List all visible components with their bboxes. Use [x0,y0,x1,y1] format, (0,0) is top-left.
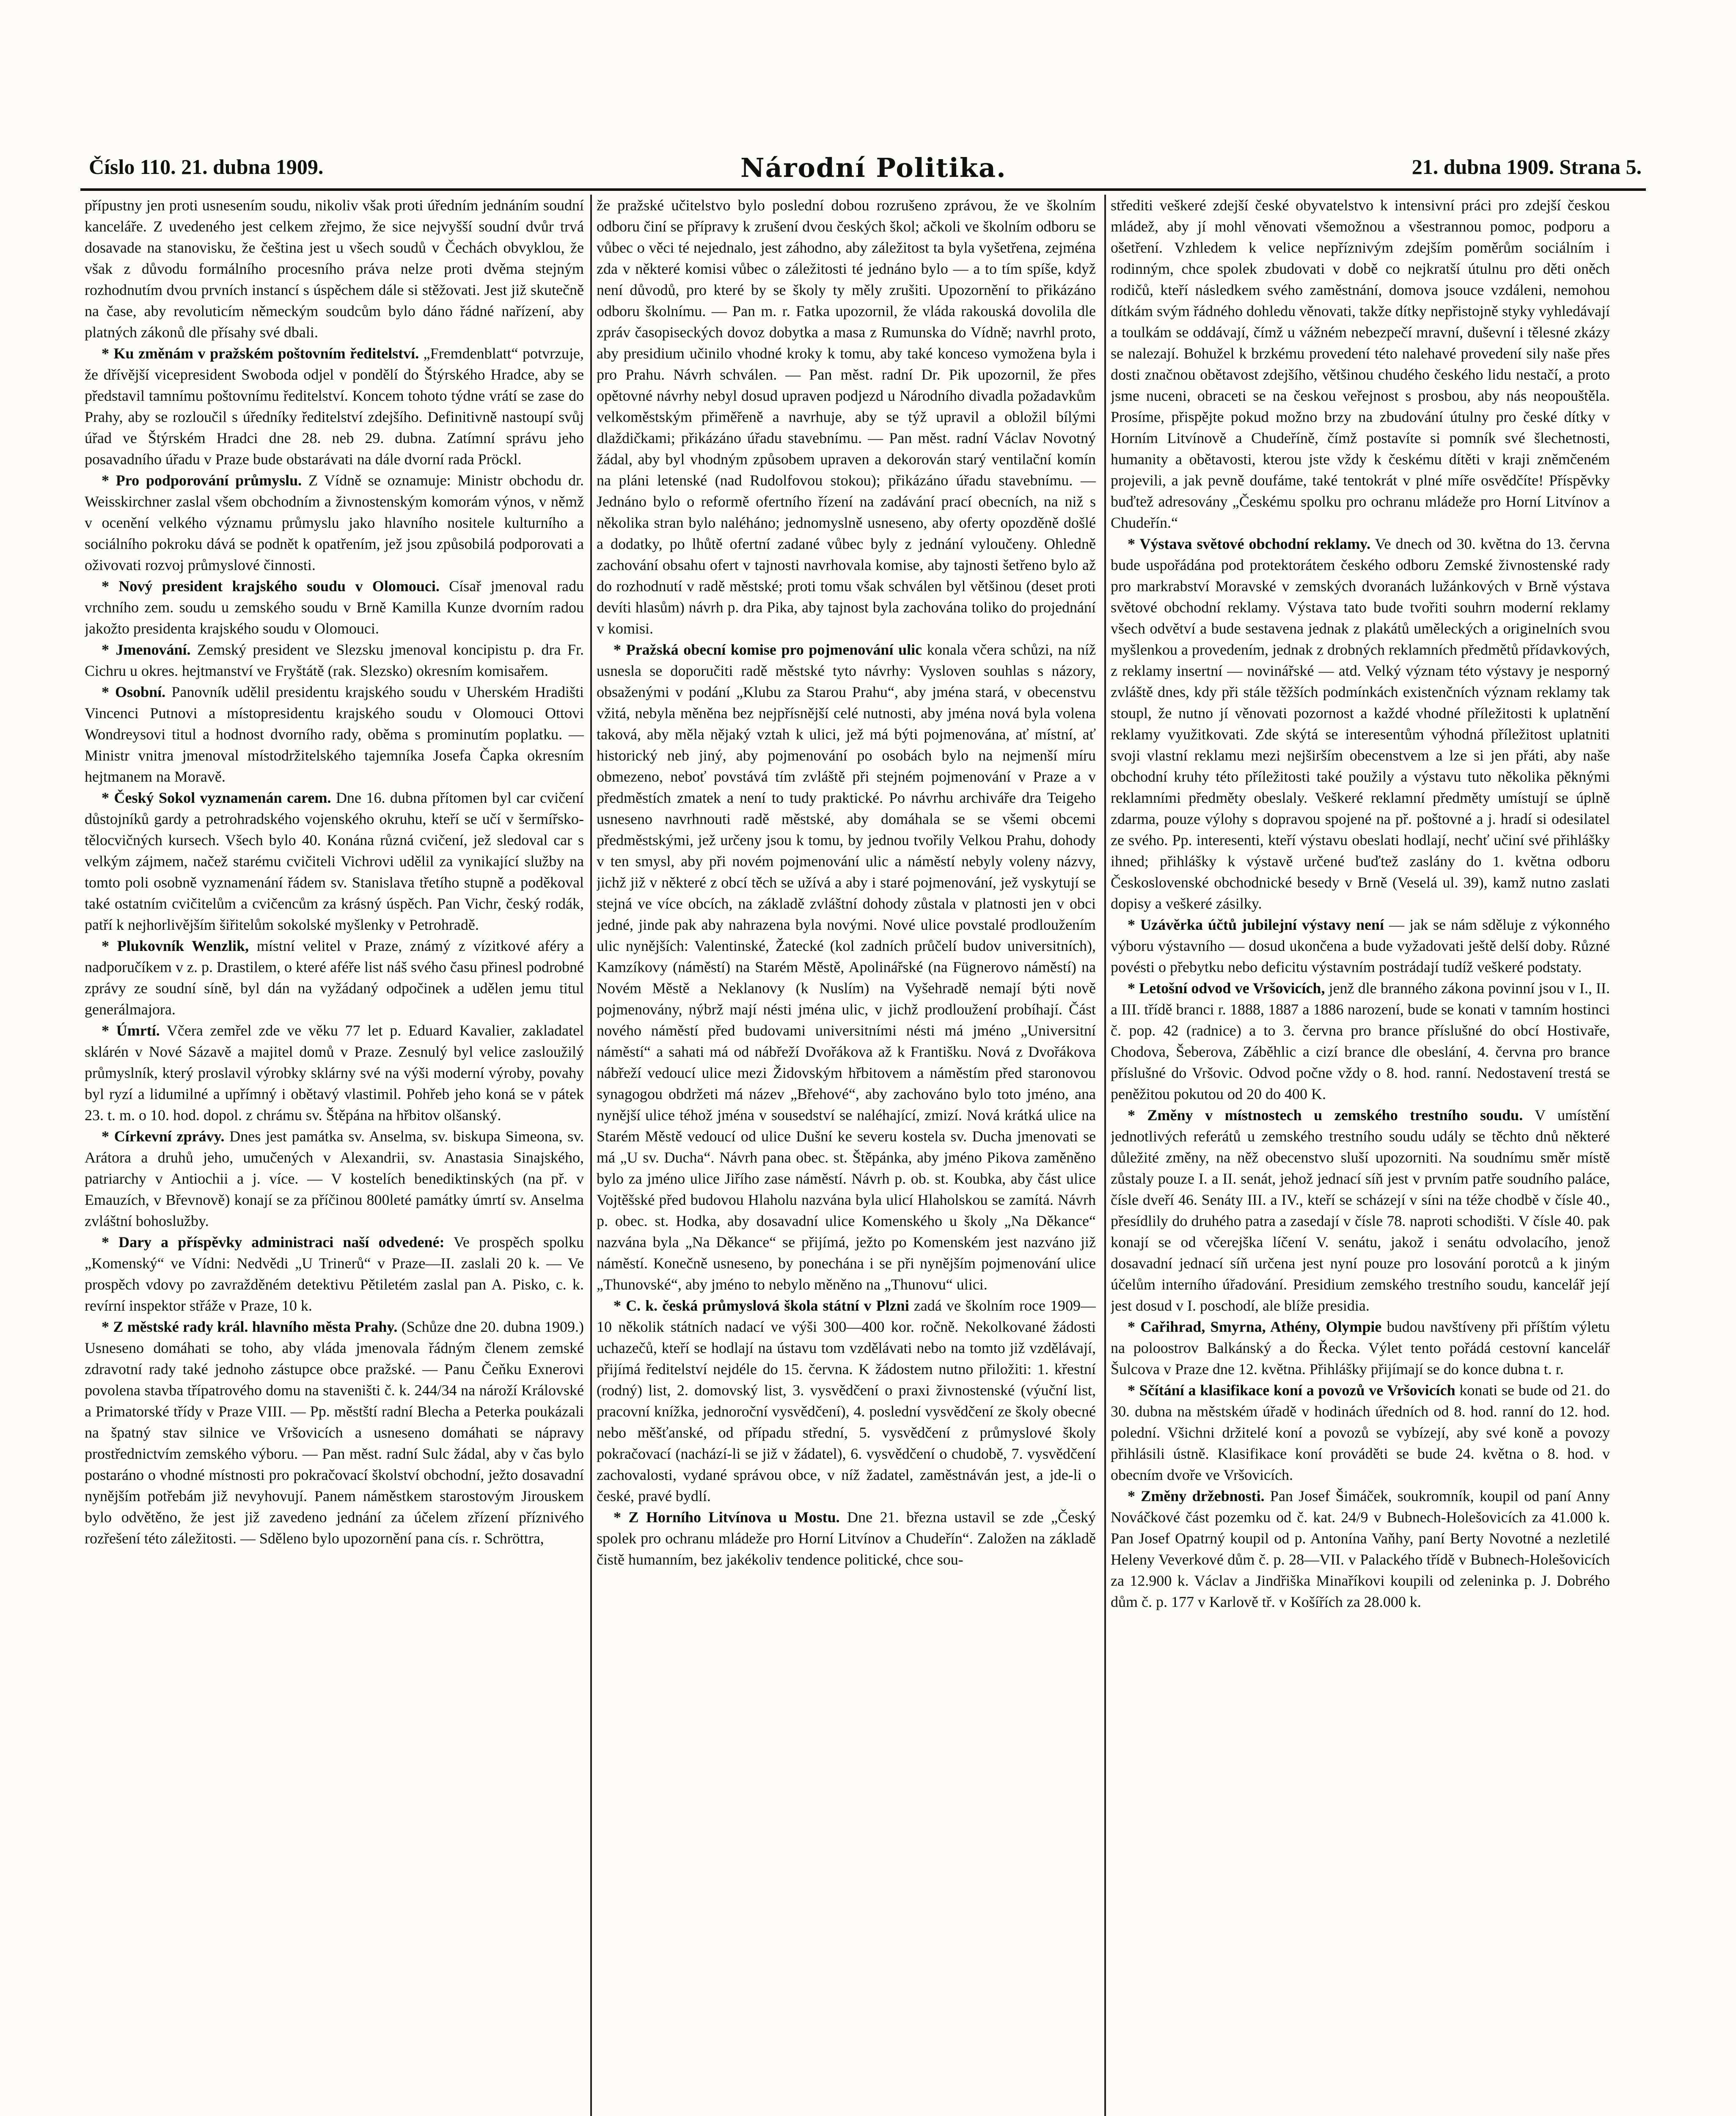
article-paragraph [597,1507,1096,1570]
article-heading: * Nový president krajského soudu v Olomouci. [102,578,440,595]
article-text: jenž dle branného zákona povinní jsou v I., II. a III. třídě branci r. 1888, 1887 a 1886 narození, bude se konati v tamním hostinci č. pop. 42 (radnice) a to 3. června pro brance příslušné do obcí Hostivaře, Chodova, Šeberova, Záběhlic a cizí brance dle obeslání, 4. června pro brance příslušné do Vršovic. Odvod počne vždy o 8. hod. ranní. Nedostavení trestá se peněžitou pokutou od 20 do 400 K. [1111,980,1610,1102]
article-text: — jak se nám sděluje z výkonného výboru výstavního — dosud ukončena a bude vyžadovati ještě delší doby. Různé povésti o přebytku nebo deficitu výstavním postrádají tudíž veškeré podstaty. [1111,916,1610,975]
article-paragraph [1111,1105,1610,1316]
article-heading: * Cařihrad, Smyrna, Athény, Olympie [1128,1318,1382,1335]
article-heading: * Výstava světové obchodní reklamy. [1128,535,1371,552]
article-paragraph [1111,195,1610,533]
article-paragraph [85,787,584,935]
article-heading: * Jmenování. [102,641,191,658]
article-paragraph [85,195,584,343]
article-paragraph [1111,1485,1610,1612]
article-heading: * Dary a příspěvky administraci naší odvedené: [102,1234,445,1251]
issue-date: Číslo 110. 21. dubna 1909. [89,155,324,179]
article-text: střediti veškeré zdejší české obyvatelstvo k intensivní práci pro zdejší českou mládež, aby jí mohl věnovati všemožnou a všestrannou pomoc, podporu a ošetření. Vzhledem k velice nepříznivým zdejším poměrům sociálním i rodinným, chce spolek zbudovati v době co nejkratší útulnu pro děti oněch rodičů, kteří následkem svého zaměstnání, domova jsouce vzdáleni, nemohou dítkám svým řádného dohledu věnovati, takže dítky nepřistojně styky vyhledávají a toulkám se oddávají, čímž u vážném nebezpečí mravní, duševní i tělesné zkázy se nalezají. Bohužel k brzkému provedení této nalehavé provedení sily naše přes dosti značnou obětavost zdejšího, většinou chudého českého lidu nestačí, a proto jsme nuceni, obraceti se na českou veřejnost s prosbou, aby nás neopouštěla. Prosíme, přispějte pokud možno brzy na zbudování útulny pro české dítky v Horním Litvínově a Chudeříně, čímž postavíte si pomník své šlechetnosti, humanity a obětavosti, kterou jste vždy k českému dítěti v kraji zněmčeném projevili, a jak pevně doufáme, také tentokrát v plné míře osvědčíte! Příspěvky buďtež adresovány „Českému spolku pro ochranu mládeže pro Horní Litvínov a Chudeřín.“ [1111,197,1610,531]
article-text: že pražské učitelstvo bylo poslední dobou rozrušeno zprávou, že ve školním odboru činí se přípravy k zrušení dvou českých škol; ačkoli ve školním odboru se vůbec o věci té nejednalo, jest záhodno, aby záležitost ta byla vyšetřena, zejména zda v některé komisi vůbec o záležitosti té jednáno bylo — a to tím spíše, když není důvodů, pro které by se školy ty měly zrušiti. Upozornění to přikázáno odboru školnímu. — Pan m. r. Fatka upozornil, že vláda rakouská dovolila dle zpráv časopiseckých dovoz dobytka a masa z Rumunska do Vídně; navrhl proto, aby presidium učinilo vhodné kroky k tomu, aby také konceso vymožena byla i pro Prahu. Návrh schválen. — Pan měst. radní Dr. Pik upozornil, že přes opětovné návrhy nebyl dosud upraven podjezd u Národního divadla požadavkům velkoměstským přiměřeně a navrhuje, aby se týž upravil a obložil bílými dlaždičkami; přikázáno úřadu stavebnímu. — Pan měst. radní Václav Novotný žádal, aby byl vhodným způsobem upraven a dekorován starý ventilační komín na pláni letenské (nad Rudolfovou stokou); přikázáno úřadu stavebnímu. — Jednáno bylo o reformě ofertního řízení na zadávání prací obecních, na niž s několika stran bylo naléháno; jednomyslně usneseno, aby oferty opozděně došlé a dodatky, po lhůtě ofertní zadané vůbec byly z jednání vyloučeny. Ohledně zachování obsahu ofert v tajnosti navrhovala komise, aby tajnosti šetřeno bylo až do rozhodnutí v radě městské; proti tomu však schválen byl většinou (deset proti devíti hlasům) návrh p. dra Pika, aby tajnost byla zachována toliko do projednání v komisi. [597,197,1096,637]
article-text: Panovník udělil presidentu krajského soudu v Uherském Hradišti Vincenci Putnovi a místopresidentu krajského soudu v Olomouci Ottovi Wondreysovi titul a hodnost dvorního rady, oběma s prominutím poplatku. — Ministr vnitra jmenoval místodržitelského tajemníka Josefa Čapka okresním hejtmanem na Moravě. [85,683,584,785]
article-text: Ve dnech od 30. května do 13. června bude uspořádána pod protektorátem českého odboru Zemské živnostenské rady pro markrabství Moravské v zemských dvoranách lužánkových v Brně výstava světové obchodní reklamy. Výstava tato bude tvořiti souhrn moderní reklamy všech odvětví a bude sestavena jednak z plakátů uměleckých a originelních svou myšlenkou a provedením, jednak z drobných reklamních předmětů přídavkových, z reklamy insertní — novinářské — atd. Velký význam této výstavy je nesporný zvláště dnes, kdy při stále těžších podmínkách existenčních význam reklamy tak stoupl, že nutno jí věnovati pozornost a každé vhodné příležitosti k uplatnění reklamy využitkovati. Zde skýtá se interesentům výhodná příležitost uplatniti svoji vlastní reklamu mezi nejširším obecenstvem a lze si jen přáti, aby naše obchodní kruhy této příležitosti také použily a výstavu tuto několika pěknými reklamními předměty obeslaly. Veškeré reklamní předměty umístují se úplně zdarma, pouze výlohy s dopravou spojené na př. poštovné a j. hradí si odesilatel ze svého. Pp. interesenti, kteří výstavu obeslati hodlají, nechť učiní své přihlášky ihned; přihlášky k výstavě určené buďtež zaslány do 1. května odboru Československé obchodnické besedy v Brně (Veselá ul. 39), kamž nutno zaslati dopisy a veškeré zásilky. [1111,535,1610,912]
article-text: budou navštíveny při příštím výletu na poloostrov Balkánský a do Řecka. Výlet tento pořádá cestovní kancelář Šulcova v Praze dne 12. května. Přihlášky přijímají se do konce dubna t. r. [1111,1318,1610,1378]
article-text: Ve prospěch spolku „Komenský“ ve Vídni: Nedvědi „U Trinerů“ v Praze—II. zaslali 20 k. — Ve prospěch vdovy po zavražděném detektivu Pětiletém zaslal pan A. Pisko, c. k. revírní inspektor střáže v Praze, 10 k. [85,1234,584,1314]
article-heading: * Pro podporování průmyslu. [102,472,302,489]
article-text: Pan Josef Šimáček, soukromník, koupil od paní Anny Nováčkové část pozemku od č. kat. 24/9 v Bubnech-Holešovicích za 41.000 k. Pan Josef Opatrný koupil od p. Antonína Vaňhy, paní Berty Novotné a nezletilé Heleny Veverkové dům č. p. 28—VII. v Palackého třídě v Bubnech-Holešovicích za 12.900 k. Václav a Jindřiška Minaříkovi koupili od zeleninka p. J. Dobrého dům č. p. 177 v Karlově tř. v Košířích za 28.000 k. [1111,1488,1610,1610]
article-text: V umístění jednotlivých referátů u zemského trestního soudu udály se těchto dnů některé důležité změny, na něž obecenstvo sluší upozorniti. Na soudnímu směr místě zůstaly pouze I. a II. senát, jehož jednací síň jest v prvním patře soudního paláce, čísle dveří 46. Senáty III. a IV., kteří se scházejí v síni na téže chodbě v čísle 40., přesídlily do druhého patra a zasedají v čísle 78. naproti schodišti. V čísle 40. pak konají se od včerejška líčení V. senátu, jakož i senátu odvolacího, jenož dosavadní jednací síň určena jest nyní pouze pro losování porotců a k jiným účelům interního úřadování. Presidium zemského trestního soudu, kancelář její jest dosud v I. poschodí, ale blíže presidia. [1111,1107,1610,1314]
article-heading: * Změny v místnostech u zemského trestního soudu. [1128,1107,1523,1124]
article-paragraph [85,681,584,787]
article-text: konala včera schůzi, na níž usnesla se doporučiti radě městské tyto návrhy: Vysloven souhlas s názory, obsaženými v podání „Klubu za Starou Prahu“, aby jména stará, v obecenstvu vžitá, nebyla měněna bez nejpřísnější celé nutnosti, aby jména nová byla volena taková, aby měla nějaký vztah k ulici, jež má býti pojmenována, ať místní, ať historický neb jiný, aby pojmenování po osobách bylo na nejmenší míru obmezeno, neboť povstává tím zvláště při stejném pojmenování v Praze a v předměstích zmatek a není to tudy praktické. Po návrhu archiváře dra Teigeho usneseno navrhnouti radě městské, aby domáhala se se všemi obcemi předměstskými, jež určeny jsou k tomu, by jednou tvořily Velkou Prahu, dohody v ten smysl, aby při novém pojmenování ulic a náměstí nebyly voleny názvy, jichž již v některé z obcí těch se užívá a aby i staré pojmenování, jež vyskytují se stejná ve více obcích, na základě zvláštní dohody zůstala v platnosti jen v obci jedné, jinde pak aby nahrazena byla novými. Nové ulice povstalé prodloužením ulic nynějších: Valentinské, Žatecké (kol zadních průčelí budov universitních), Kamzíkovy (náměstí) na Starém Městě, Apolinářské (na Fügnerovo náměstí) na Novém Městě a Neklanovy (k Nuslím) na Vyšehradě nemají býti nově pojmenovány, nýbrž mají nésti jména ulic, v jichž prodloužení probíhají. Část nového náměstí před budovami universitními nésti má jméno „Universitní náměstí“ a sahati má od nábřeží Dvořákova až k Františku. Nová z Dvořákova nábřeží vedoucí ulice mezi Židovským hřbitovem a náměstím před staronovou synagogou obdržeti má název „Břehové“, aby zachováno bylo toto jméno, ana nynější ulice téhož jména v sousedství se naléhající, zmizí. Nová krátká ulice na Starém Městě vedoucí od ulice Dušní ke severu kostela sv. Ducha jmenovati se má „U sv. Ducha“. Návrh pana obec. st. Štěpánka, aby jméno Pikova zaměněno bylo za jméno ulice Jiřího zase náměstí. Návrh p. ob. st. Koubka, aby část ulice Vojtěšské před budovou Hlaholu nazvána byla ulicí Hlaholskou se zamítá. Návrh p. obec. st. Hodka, aby dosavadní ulice Komenského u školy „Na Děkance“ nazvána byla „Na Děkance“ se přijímá, ježto po Komenském jest nazváno již náměstí. Konečně usneseno, by ponechána i se při nynějším pojmenování ulice „Thunovské“, aby jméno to nebylo měněno na „Thunovu“ ulici. [597,641,1096,1293]
article-text: Dne 21. března ustavil se zde „Český spolek pro ochranu mládeže pro Horní Litvínov a Chudeřín“. Založen na základě čistě humanním, bez jakékoliv tendence politické, chce sou- [597,1509,1096,1568]
article-heading: * Plukovník Wenzlik, [102,937,249,954]
article-text: Dnes jest památka sv. Anselma, sv. biskupa Simeona, sv. Arátora a druhů jeho, umučených v Alexandrii, sv. Anastasia Sinajského, patriarchy v Antiochii a j. více. — V kostelích benediktinských (na př. v Emauzích, v Břevnově) konají se za příčinou 800leté památky úmrtí sv. Anselma zvláštní bohoslužby. [85,1128,584,1229]
article-paragraph [1111,533,1610,914]
article-paragraph [85,1232,584,1316]
article-text: přípustny jen proti usnesením soudu, nikoliv však proti úředním jednáním soudní kanceláře. Z uvedeného jest celkem zřejmo, že sice nejvyšší soudní dvůr trvá dosavade na stanovisku, že čeština jest u všech soudů v Čechách obvyklou, že však z důvodu formálního procesního práva nelze proti dvěma stejným rozhodnutím dvou prvních instancí s úspěchem dále si stěžovati. Jest již skutečně na čase, aby revoluticím německým soudcům bylo dáno řádné nařízení, aby platných zákonů dle přísahy své dbali. [85,197,584,341]
header-rule [80,188,1646,191]
article-paragraph [85,935,584,1020]
article-heading: * Církevní zprávy. [102,1128,225,1145]
article-text: „Fremdenblatt“ potvrzuje, že dřívější vicepresident Swoboda odjel v pondělí do Štýrského Hradce, aby se představil tamnímu poštovnímu ředitelství. Koncem tohoto týdne vrátí se zase do Prahy, aby se rozloučil s úředníky ředitelství zdejšího. Definitivně nastoupí svůj úřad ve Štýrském Hradci dne 28. neb 29. dubna. Zatímní správu jeho posavadního úřadu v Praze bude obstarávati na dále dvorní rada Pröckl. [85,345,584,468]
article-text: Zemský president ve Slezsku jmenoval koncipistu p. dra Fr. Cichru u okres. hejtmanství ve Fryštátě (rak. Slezsko) okresním komisařem. [85,641,584,679]
article-heading: * Změny držebnosti. [1128,1488,1265,1504]
article-paragraph [85,576,584,639]
article-text: zadá ve školním roce 1909—10 několik státních nadací ve výši 300—400 kor. ročně. Nekolkované žádosti uchazečů, kteří se hodlají na ústavu tom vzdělávati nebo na tomto již vzdělávají, přijímá ředitelství nejdéle do 15. června. K žádostem nutno přiložiti: 1. křestní (rodný) list, 2. domovský list, 3. vysvědčení o praxi živnostenské (výuční list, pracovní knížka, jednoroční vysvědčení), 4. poslední vysvědčení ze školy obecné nebo měšťanské, od případu střední, 5. vysvědčení z průmyslové školy pokračovací (nachází-li se již v žádatel), 6. vysvědčení o chudobě, 7. vysvědčení zachovalosti, vydané správou obce, v níž žadatel, zaměstnáván jest, a jde-li o české, pravé bydlí. [597,1297,1096,1504]
article-text: Dne 16. dubna přítomen byl car cvičení důstojníků gardy a petrohradského vojenského okruhu, kteří se učí v šermířsko-tělocvičných kursech. Všech bylo 40. Konána různá cvičení, jež sledoval car s velkým zájmem, načež starému cvičiteli Vichrovi udělil za vynikající služby na tomto poli osobně vyznamenání řádem sv. Stanislava třetího stupně a poděkoval také ostatním cvičitelům a cvičencům za krásný úspěch. Pan Vichr, český rodák, patří k nejhorlivějším šiřitelům sokolské myšlenky v Petrohradě. [85,789,584,933]
article-paragraph [85,343,584,470]
article-paragraph [85,1126,584,1232]
article-heading: * Uzávěrka účtů jubilejní výstavy není [1128,916,1384,933]
article-text: konati se bude od 21. do 30. dubna na městském úřadě v hodinách úředních od 8. hod. ranní do 12. hod. polední. Všichni držitelé koní a povozů se vybízejí, aby své koně a povozy přihlásili ústně. Klasifikace koní prováděti se bude 24. května o 8. hod. v obecním dvoře ve Vršovicích. [1111,1382,1610,1483]
article-heading: * Český Sokol vyznamenán carem. [102,789,331,806]
article-paragraph [597,195,1096,639]
article-text: Včera zemřel zde ve věku 77 let p. Eduard Kavalier, zakladatel sklárén v Nové Sázavě a majitel domů v Praze. Zesnulý byl velice zasloužilý průmyslník, který proslavil výrobky sklárny své na výši moderní výroby, povahy byl ryzí a lidumilné a upřímný i obětavý vlastimil. Pohřeb jeho koná se v pátek 23. t. m. o 10. hod. dopol. z chrámu sv. Štěpána na hřbitov olšanský. [85,1022,584,1124]
article-heading: * Pražská obecní komise pro pojmenování ulic [614,641,922,658]
article-paragraph [85,1020,584,1126]
article-heading: * Z Horního Litvínova u Mostu. [614,1509,840,1526]
column-3 [1111,195,1610,2116]
article-heading: * Z městské rady král. hlavního města Prahy. [102,1318,398,1335]
article-heading: * Ku změnám v pražském poštovním ředitelství. [102,345,419,362]
article-paragraph [1111,978,1610,1105]
article-paragraph [1111,1316,1610,1380]
article-paragraph [85,639,584,681]
article-heading: * C. k. česká průmyslová škola státní v Plzni [614,1297,909,1314]
article-paragraph [85,1316,584,1549]
date-page-number: 21. dubna 1909. Strana 5. [1411,155,1642,179]
article-text: místní velitel v Praze, známý z vízitkové aféry a nadporučíkem v z. p. Drastilem, o které aféře list náš svého času přinesl podrobné zprávy ze soudní síně, byl dán na vyžádaný odpočinek a udělen jemu titul generálmajora. [85,937,584,1018]
article-heading: * Úmrtí. [102,1022,160,1039]
article-paragraph [1111,914,1610,978]
article-paragraph [85,470,584,576]
column-divider [1104,195,1106,2116]
newspaper-title: Národní Politika. [740,152,1007,183]
article-paragraph [1111,1380,1610,1485]
article-heading: * Letošní odvod ve Vršovicích, [1128,980,1325,997]
column-divider [590,195,592,2116]
page-header [80,152,1646,186]
article-heading: * Sčítání a klasifikace koní a povozů ve Vršovicích [1128,1382,1455,1399]
article-heading: * Osobní. [102,683,166,700]
column-2 [597,195,1096,2116]
article-text: (Schůze dne 20. dubna 1909.) Usneseno domáhati se toho, aby vláda jmenovala řádným členem zemské zdravotní rady také jednoho zástupce obce pražské. — Panu Čeňku Exnerovi povolena stavba třípatrového domu na staveništi č. k. 244/34 na nároží Královské a Primatorské třídy v Praze VIII. — Pp. městští radní Blecha a Peterka poukázali na špatný stav silnice ve Vršovicích a usneseno domáhati se nápravy prostřednictvím zemského výboru. — Pan měst. radní Sulc žádal, aby v čas bylo postaráno o vhodné místnosti pro pokračovací školství obchodní, ježto dosavadní nynějším potřebám již nevyhovují. Panem náměstkem starostovým Jirouskem bylo odvětěno, že jest již zavedeno jednání za účelem zřízení příznivého rozřešení této záležitosti. — Sděleno bylo upozornění pana cís. r. Schröttra, [85,1318,584,1547]
article-paragraph [597,1295,1096,1507]
article-paragraph [597,639,1096,1295]
column-1 [85,195,584,2116]
article-text: Císař jmenoval radu vrchního zem. soudu u zemského soudu v Brně Kamilla Kunze dvorním radou jakožto presidenta krajského soudu v Olomouci. [85,578,584,637]
article-text: Z Vídně se oznamuje: Ministr obchodu dr. Weisskirchner zaslal všem obchodním a živnostenským komorám výnos, v němž v ocenění velkého významu průmyslu jako hlavního nositele kulturního a sociálního pokroku dává se podnět k opatřením, jež jsou způsobilá podporovati a oživovati rozvoj průmyslové činnosti. [85,472,584,573]
